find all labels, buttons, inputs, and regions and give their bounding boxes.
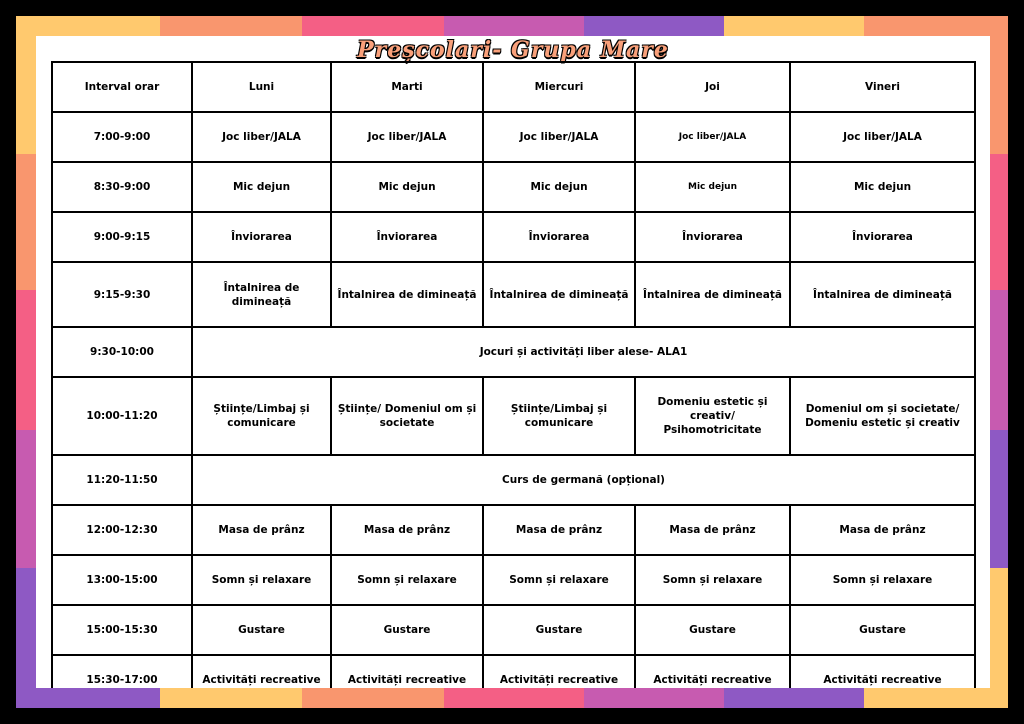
frame-segment (990, 154, 1008, 290)
frame-segment (724, 688, 864, 708)
activity-cell: Somn și relaxare (192, 555, 331, 605)
header-row (52, 62, 975, 112)
activity-cell: Somn și relaxare (331, 555, 483, 605)
activity-cell: Domeniu estetic și creativ/ Psihomotricitate (635, 377, 790, 455)
activity-cell: Înviorarea (790, 212, 975, 262)
frame-segment (864, 688, 1008, 708)
activity-cell: Activități recreative (635, 655, 790, 688)
activity-cell: Activități recreative (790, 655, 975, 688)
time-cell: 11:20-11:50 (52, 455, 192, 505)
activity-cell: Științe/Limbaj și comunicare (192, 377, 331, 455)
schedule-panel (36, 36, 990, 688)
activity-cell: Mic dejun (790, 162, 975, 212)
frame-segment (444, 688, 584, 708)
frame-segment (990, 568, 1008, 708)
activity-cell: Somn și relaxare (635, 555, 790, 605)
header-cell: Vineri (790, 62, 975, 112)
frame-segment (16, 568, 36, 708)
header-cell: Interval orar (52, 62, 192, 112)
time-cell: 7:00-9:00 (52, 112, 192, 162)
activity-cell: Științe/ Domeniul om și societate (331, 377, 483, 455)
table-row (52, 655, 975, 688)
table-row (52, 262, 975, 327)
time-cell: 15:00-15:30 (52, 605, 192, 655)
activity-cell: Gustare (635, 605, 790, 655)
header-cell: Joi (635, 62, 790, 112)
activity-cell: Mic dejun (483, 162, 635, 212)
activity-cell: Activități recreative (483, 655, 635, 688)
activity-cell: Masa de prânz (192, 505, 331, 555)
activity-cell: Întalnirea de dimineață (483, 262, 635, 327)
activity-cell: Înviorarea (331, 212, 483, 262)
activity-cell: Întalnirea de dimineață (790, 262, 975, 327)
activity-cell: Masa de prânz (331, 505, 483, 555)
activity-cell: Înviorarea (483, 212, 635, 262)
frame-segment (990, 290, 1008, 430)
time-cell: 9:30-10:00 (52, 327, 192, 377)
activity-cell: Mic dejun (635, 162, 790, 212)
activity-cell: Activități recreative (192, 655, 331, 688)
activity-cell: Științe/Limbaj și comunicare (483, 377, 635, 455)
activity-cell: Domeniul om și societate/ Domeniu estetic și creativ (790, 377, 975, 455)
frame-segment (444, 16, 584, 36)
activity-cell: Somn și relaxare (790, 555, 975, 605)
activity-cell: Activități recreative (331, 655, 483, 688)
activity-cell: Gustare (483, 605, 635, 655)
time-cell: 9:15-9:30 (52, 262, 192, 327)
header-cell: Marti (331, 62, 483, 112)
header-cell: Luni (192, 62, 331, 112)
frame-segment (160, 688, 302, 708)
table-row (52, 505, 975, 555)
frame-segment (302, 16, 444, 36)
frame-segment (16, 430, 36, 568)
activity-cell: Masa de prânz (483, 505, 635, 555)
schedule-body (52, 62, 975, 688)
frame-segment (16, 16, 36, 154)
activity-cell: Gustare (331, 605, 483, 655)
time-cell: 10:00-11:20 (52, 377, 192, 455)
frame-segment (990, 16, 1008, 154)
time-cell: 12:00-12:30 (52, 505, 192, 555)
activity-span-cell: Curs de germană (opțional) (192, 455, 975, 505)
frame-segment (724, 16, 864, 36)
frame-segment (584, 16, 724, 36)
table-row (52, 212, 975, 262)
frame-segment (584, 688, 724, 708)
frame-segment (16, 16, 160, 36)
frame-segment (16, 154, 36, 290)
activity-cell: Întalnirea de dimineață (635, 262, 790, 327)
frame-segment (990, 430, 1008, 568)
activity-cell: Somn și relaxare (483, 555, 635, 605)
frame-segment (16, 688, 160, 708)
activity-cell: Gustare (790, 605, 975, 655)
activity-cell: Joc liber/JALA (483, 112, 635, 162)
activity-cell: Întalnirea de dimineață (192, 262, 331, 327)
activity-cell: Înviorarea (635, 212, 790, 262)
frame-segment (302, 688, 444, 708)
table-row (52, 377, 975, 455)
activity-cell: Mic dejun (331, 162, 483, 212)
activity-cell: Mic dejun (192, 162, 331, 212)
frame-segment (160, 16, 302, 36)
activity-cell: Joc liber/JALA (790, 112, 975, 162)
header-cell: Miercuri (483, 62, 635, 112)
frame-segment (16, 290, 36, 430)
table-row (52, 605, 975, 655)
activity-cell: Joc liber/JALA (331, 112, 483, 162)
time-cell: 13:00-15:00 (52, 555, 192, 605)
time-cell: 15:30-17:00 (52, 655, 192, 688)
activity-cell: Masa de prânz (635, 505, 790, 555)
frame-segment (864, 16, 1008, 36)
schedule-table (51, 61, 976, 688)
table-row (52, 455, 975, 505)
activity-cell: Masa de prânz (790, 505, 975, 555)
activity-cell: Înviorarea (192, 212, 331, 262)
activity-cell: Joc liber/JALA (192, 112, 331, 162)
activity-cell: Joc liber/JALA (635, 112, 790, 162)
activity-cell: Întalnirea de dimineață (331, 262, 483, 327)
activity-span-cell: Jocuri și activități liber alese- ALA1 (192, 327, 975, 377)
table-row (52, 327, 975, 377)
time-cell: 9:00-9:15 (52, 212, 192, 262)
time-cell: 8:30-9:00 (52, 162, 192, 212)
page-title: Preșcolari- Grupa Mare (357, 37, 669, 63)
table-row (52, 162, 975, 212)
table-row (52, 112, 975, 162)
activity-cell: Gustare (192, 605, 331, 655)
table-row (52, 555, 975, 605)
